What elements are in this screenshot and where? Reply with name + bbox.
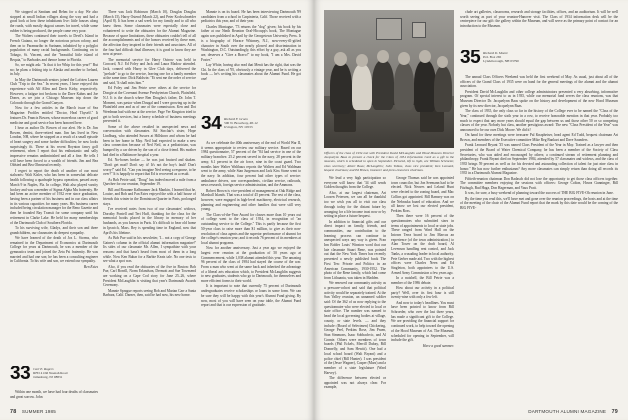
paragraph: As we celebrate the 40th anniversary of the end of World War II, it seems appropriate to review our military service. Based on our 1984 questionnaire, 57 percent of the "84 had service in one of the military branches: 25.2 percent served in the navy, 28 percent in the army, 6.1 percent in the air force, nine in the coast guard. Two months later Walter Walthaux reports the Walters and Ed Waldman went to the army, while Stan Jurgenson and Jack Kiss Stone went to the navy. In addition, four percent had other types of service: ambulance drivers, war correspondents, civilian service, railroads, news research, foreign service administration, and the Ammons. xyxy=(201,141,301,188)
paragraph: So, we might ask: "Is that it for Whip for this year?" But no; he plans a fishing trip to Alaska and another to Iceland, in July. xyxy=(10,62,98,77)
paragraph: There was Jack Robinson (March 10), Douglas Douglas (March 15), Harry Ostend (March 22), and Peter Kochschneider (April 8). It has been a sad week for my family and to all who knew them. Some classmates were especially close and volunteered to write the obituaries for the Alumni Magazine. Because of space limitations, these obituaries couldn't tell of all the accomplishments and of the honors received by these men, the affection they inspired in their friends and associates. All of the four had difficult final illnesses; it is good to know they are now at peace. xyxy=(103,10,196,57)
publication-date: SUMMER 1985 xyxy=(21,409,57,414)
photo-person xyxy=(330,62,352,114)
paragraph: I hear as author Dr. Bowen of our alert. He is Dr. Jim Bowen, dentist, three-retired man. Jim has lived in New London, NH, where he stopped as a result of a small episode of heart surgery and some further difficulties; he now looks surprisingly fit. These at his recent Boynton fancy golf retirement, when I report that his enthusiastic and sally impressive remains undiminished and all a fine. He tells I will have been forced to a wealth of friends. Jim and Bea Oldsted and Bea Olmstead recently. xyxy=(10,125,98,168)
paragraph: Also, at our largest chairman, Art Loosen Petersen, we can all be thankful too we wish you all to visit our class through today for the distant future by arranging for a life income trust now or by setting in place a future bequest. xyxy=(324,190,386,219)
photo-wall-frame xyxy=(376,18,402,40)
paragraph: On hand for these meetings were treasurer Pal Knapheiser, head agent Ed Todd, bequest chairman Art Brown, and members of the Executive committee Mike Reg Bankart and Dave Saunders. xyxy=(460,133,618,142)
paragraph: The Walters continued their travels to Devil's Island in French Guiana, no longer the notorious prison colony, and then on to Paramaribo in Surinam, inhabited by a polyglot population of many racial backgrounds. Continuing on to Tobago, St. Vincent, and the "beautiful little island of Bequia," to Barbados and thence home to Florida. xyxy=(10,34,98,62)
publication-name: DARTMOUTH ALUMNI MAGAZINE xyxy=(528,409,607,414)
paragraph: As Bob Pue said in his newsletter, 'I... not a copy of George Gaines's column in the official alumni information magazine?' Its sides of our classmate Mr. Allen, I sympathize with your reasons: and that hasn't heard from most of them in a long while. Now Ken Bubar for a Barbie Keats tale. No one tests to see what a spot was. xyxy=(103,235,196,264)
paragraph: Ed. No-bones broker — he was just bruised and shaken. "Don't get mad! Don't say it! It's not the boy's fault! Don't worry!" said Ed. "Can you imagine Ned seeing a response, to be over?" It is happily to report that Ed is recovered as a result. xyxy=(103,158,196,177)
secretary-address-2: Lyndeborough, NH 03790 xyxy=(483,59,519,64)
paragraph: In a nutshell, the Bill Petrie was a member of the 1986 debate. xyxy=(391,275,454,285)
secretary-address-2: Irvington, NY 10533 xyxy=(224,125,253,130)
paragraph: Within one month, we have had four deaths of classmates and great sorrow. John xyxy=(10,390,98,399)
left-column-2 xyxy=(103,10,196,406)
class-heading-34 xyxy=(201,116,301,138)
secretary-address-1: RFD 4 Old Neenah Road xyxy=(33,371,68,376)
paragraph: The annual Class Officers Weekend was held the first weekend of May. As usual, just about all of the officers of the Grand Class of 1935 were on hand for the general meetings of the alumni and the alumni association. xyxy=(460,75,618,89)
photo-wall-frame xyxy=(412,22,426,38)
photo-person xyxy=(434,66,452,112)
left-folio xyxy=(10,409,56,415)
paragraph: In May the Dartmouth seniors joined the Lofoten Lauren Club "Trip to the Sea." In recent years, I have enjoyed this experience with Alf Allen and Davis Kirby, respectively. However, a fatigue trot beckons to the Dave Kahns and Joe Dones, as we join a Chicago Museum trip down the Colorado through the Grand Canyon. xyxy=(10,77,98,106)
paragraph: We stopped at Santiam and Behm for a day. We also stopped at small Indian villages along the way and had a good look at how these inhabitants live: little houses along the roads, with mostly dugout canoes for travel, while some rubber is being produced, the people came very poor. xyxy=(10,10,98,33)
left-column-3 xyxy=(201,141,301,406)
left-column-3-top xyxy=(201,10,301,108)
secretary-block xyxy=(33,367,67,380)
photo-caption xyxy=(324,151,454,172)
paragraph: By the time you read this, we'll have met and gone over the reunion proceedings, the hosts and at the time of the meeting of the chair of the Alumni Fund report that the mark by this date would be the coming of the BIG FIVE- xyxy=(460,196,618,211)
left-col1-text xyxy=(10,10,98,269)
paragraph: In addition to financial gifts and our direct impact on family, friends, and communities, our contribution to the learning process can continue in unexpected ways any way is given. Fran Inn Bolder Louis' Winston word that our late classmate Stuart Rene, was pointed out that the New York Times has recently presented a newly published book The First Ten: Private and Politics in an American Community, 1930-1952. The photo of the Rene family, which had come from Lithuania, was taken in Madden. xyxy=(324,219,386,280)
paragraph: Bill and Rosanne Kalbrunner Jack Mankin, I learned that he, Louise, and Bob and Fan Estes enjoyed the with a half house of friends this winter in the Dominican Quarter in Paris, prolonged stays. xyxy=(103,187,196,206)
paragraph: Robert Brown is vice-president of management at Oak Ridge and Marshall Islands. That was a total of 45 percent. The rest of the class, however, were engaged in high-level machinery, electrical research, planning and engineering and other families that were still very young. xyxy=(201,188,301,212)
photo-head xyxy=(437,56,448,68)
paragraph: George Thomas said he was appointed town councilor, but Jon Seemann had to be elected. Nick Neaves and Leland Hunt were elected to the zoning board, and Mac Collins got appointed. Bill Ramsey was on the Nebraska board of education. And we all know we lost our elected president, Perkins Ross. xyxy=(391,176,454,213)
paragraph: To his surviving wife, Gladys, and their son and three grandchildren, our classmates do deepest sympathy. xyxy=(10,225,98,235)
paragraph: clude art galleries, classrooms, research and storage facilities, offices, and an auditorium. It will be well worth seeing as part of your reunion-Hanover visit. The Class of 1934 information desk will be the centrepiece for our gift: the gallery within the Museum, and will serve as the primary point of contact for an introduction to the Museum. xyxy=(460,10,618,29)
right-column-2 xyxy=(391,176,454,406)
paragraph: Some of the above resulted in unexpected news and conversation with classmates. Ed Sinclair's sister, Hope Lindburg, who attended Sussex at Hillsboro and whom he had been in her home in May. Neil had expected to make a new class connection because of Ned Neil, as a pediatrician, was bumped by a car driven by the son of a close friend. His mother had died in a Baltimore hospital a year. xyxy=(103,124,196,157)
class-heading-33 xyxy=(10,366,98,388)
class-number: 34 xyxy=(201,116,222,134)
paragraph: It was, for sure, a busy weekend of planning toward the success of THE BIG FIVE-Oh reunion in June. xyxy=(465,191,614,196)
photo-person xyxy=(372,60,394,110)
paragraph: Mannie Sprague reports seeing Bob and Marian Carr a Santa Barbara, Calif. Darner, then, said he had now, his new home. xyxy=(103,288,196,298)
paragraph: The Class-of-the-Year Award for classes more than 10 years out of college went to the class of 1934, in recognition of "an outstanding service to the College." This is partly because the first 50-year class to raise more than $1 million, to give as their non-resolution of class agents and the superior performance of alumni for the college's reunion year; and it records 76 percent of its members at local alumni programs. xyxy=(201,212,301,245)
right-folio xyxy=(528,409,618,415)
paragraph: How about our activity in a political party? Well, over its first hour is still twenty-nine with only a few left. xyxy=(391,285,454,300)
photo-head xyxy=(398,52,410,65)
secretary-address-1: P.O. Box 265 xyxy=(483,55,502,60)
photo-person xyxy=(394,62,414,110)
secretary-block xyxy=(483,51,519,64)
page-number: 78 xyxy=(10,409,17,415)
paragraph: Then there were 16 percent of the questionnaires who submitted sizes in terms of appointments to local or state jobs. These ranged from Ward Hall on the Intown Terra board to Jim Marcus an experience (of the town administration.) to Alan Tower on the draft board, Al Levenson handling rent control, and Jack Tanks, a crusading leader in local authority. Pete Gerber made aid. Two with the highest offices were Charles Neen and Ed Singleton, both appointees to the U.S. Armed Army Commission a few years ago. xyxy=(391,214,454,275)
signoff: Ben Estes xyxy=(83,264,98,269)
paragraph: The class of 1935, the only class so far in the history of the College ever to be named the "Class of the Year," continued through the sixth year in a row, to receive honorable mention in that year. Probably too much to expect that any more years should equal the gap between us and those other 50 or so competing classes of the year. Nobody but class, another prestigious award: The new "Class President of the Year" was announced to be our own Dick Moore. We did it! xyxy=(460,109,618,132)
photo-person xyxy=(414,60,436,112)
photo-head xyxy=(419,50,431,63)
paragraph: The difference between elected or appointed was not always clear. For example, xyxy=(324,375,386,390)
photo-head xyxy=(334,52,347,66)
right-page xyxy=(314,0,628,420)
paragraph: Ed Foley and Jim Petrie were others at the service for Doogie at the Covenant Avenue Presbyterian Church, Plainfield, N.J. It is the church where Ben Douglas's father, Dr. John T. Moment, was pastor when Dougal and I were growing up in the Plainfield area and as of one of the commission. Ken and Dot Weedman had with me at the service. Page Ver Kingston tried to get to both services, but a heavy schedule of business meetings prevented it. xyxy=(103,86,196,124)
paragraph: Mannie is on its board. He has been interviewing Dartmouth '89 candidates from a school in Carpinteria, Calif. Those received with a pediatrics this year, and of their year. xyxy=(201,10,301,24)
photo-head xyxy=(377,50,389,63)
class-number: 35 xyxy=(460,50,481,68)
paragraph: And now to today's headlines. You must have been pointed to know from Bill Schroeder, who over the last three years, has made a significant gift to the College. We are providing the financial support for continued work, to help toward the opening of the Hood Museum of Art. The Museum, scheduled for opening in September, will include the gift. xyxy=(391,300,454,343)
left-column-1 xyxy=(10,10,98,324)
paragraph: We lead a very high participation so everyone will know that '34 still sends Golden thoughts from the College. xyxy=(324,176,386,190)
paragraph: Now for another anniversary. Just a year ago we enjoyed the largest ever reunion at the graduation of 50 years ago at Commencement, while 1,038 alumni attended this year. The amazing 96 percent of the class of 1984 had stayed the course of the war. From a man who went at the same back and inherited the advantage of a liberal arts education which, to President McLaughlin suggests to new graduates, students who go to Dartmouth, for themselves and more efficient forms to their world. xyxy=(201,246,301,284)
paragraph: The memorial service for Harry Ostrow was held in Concord, N.J. Ed Foley and Jack and Laura Madow attended. Jack, conned with Harry in Glee Club days, delivered the "prelude" to go to the service, leaving one for a family member at the same time. Dick Baldwin: "Et sent me the order of service and said, 'It shall miss him.'" xyxy=(103,57,196,86)
signoff: Have a good summer. xyxy=(422,343,454,348)
secretary-name: Richard D. Moore xyxy=(483,51,508,55)
paragraph: Lay White, having also read that Menit has the right, that was the Chi. In the class of '95, obviously a vintage year, and he is writing a book — he's writing his classmates about the Alumni Fund. He got one! xyxy=(201,62,301,82)
paragraph: President David McLaughlin and other college administrators presented a very absorbing, informative program. Of special interest to us in 1935, while our memorial fund serves the class reunions, was that Museum Director Dr. Jacquelynn Baas spoke on the history and development of the new Hood Museum given by its new director, Jacquelynn Baas. xyxy=(460,89,618,108)
paragraph: Frank Leonard Bryant '35 was named Class President of the Year in May. Trained as a lawyer and then president of the Board of Water Chemical Company, he has been a member of the Society of Class Secretaries, who was aided and encouraged by others; a continued stream of retirement planning and philanthropy. Frank Bryant died on September 1984, attended by 57 classmates and widows, and the class of 1935 brings 59 percent as well as for his devoted and astounding collection of talent for just nine class in honor." He has now further enthusiasm? Any more classmates can simply return than doing all records its 1935 in a Dartmouth Alumni Magazine. xyxy=(460,143,618,176)
secretary-address-1: 500 N. Broadway, #P-12 xyxy=(224,121,258,126)
paragraph: Charles Montague, '73 returns the "dog" given; his book by his father at our Ninth Reunion Oral-Hiccupp's book, The Montague again was published in April by the Georgetown University Press. It is a biography of Horace Whinney, N.J., now-every-ill-gifted character in South over the nearly plowed and discrimination in Washington, D.C. Outstandingly, this effort by a guy, ask all as you are, deserves a "Give a Bravo!" to my book, "I am a Mrs. David Foster." xyxy=(201,24,301,62)
paragraph: As Bob Petrie said, "Doug" has indeed moved a mile from a Quechee for our reunion, September 19. xyxy=(103,177,196,187)
paragraph: It is important to note that currently 75 percent of Dartmouth undergraduates receive scholarships or loans in some form. We can be sure they will be happy with this year's Alumni Fund giving. By now, most of you will have seen on your table, the Alumni Fund report and that is our expression of gratitude. xyxy=(201,284,301,308)
page-number: 79 xyxy=(611,409,618,415)
right-column-1 xyxy=(324,176,386,406)
secretary-block xyxy=(224,117,258,130)
right-column-3 xyxy=(460,75,618,406)
right-column-3-top xyxy=(460,10,618,48)
paragraph: Now for a few articles in the March issue of Sea Magazine: Profiles entitled "Doctor, Heal Thyself." It features Dr. Francis Bowen, whose marvelous career of good medicine and good service has been honored here. xyxy=(10,106,98,125)
paragraph: We renewed our community activity as a pressure-cohort and said that political activity would be separately trained. At the Sun Valley reunion, an unnamed soldier said: Of the 362 of us now replying to the questionnaire who were elected to local or state office. The number was named to head the local governing bodies at village, county, or state levels. — and they include: (Board of Selectmen) Chickering, George Peel, Perkins Rose, Jim Pruen, Stan Simmons, Isaac Sobbachvic, and Al Connie. Others were members of town boards (Phil Eckels, Merrill Dubay, Bill Donnelly, and Sam Hewitt). One had a local school board (Walt Bryant) and a police chief (Bill Hunter). I was president of the (Jesse Wagner), Casper (Mars) and a member of a state legislature (Ward Harvey). xyxy=(324,281,386,375)
photo-person xyxy=(352,64,372,110)
caption-text: Officers of the class of 1934 met with President David McLaughlin and Hood Museum Director Jacquelynn Baas to present a check for the Class of 1934 Information Card as a gift to the museum, which is scheduled to open in September. Pictured, left to right, are William Schroeter, class secretary; Albert Baas; McLaughlin; John Tobias, class vice president; Ken Leonard, bequest chairman; and Ed Brown, treasurer and press-resources chairman. xyxy=(324,151,454,172)
paragraph: Fiftieth-reunion chairman Don Radasch did not lose the opportunity to get those class officers together. The committee members enjoying the sessions with officers: George Colton, Hosea Gunninger, Bill Fitzhugh, Bud Haga, Don Hagerman, and Vaux Pratt. xyxy=(460,176,618,191)
secretary-address-2: Jamesburg, NJ 08831 xyxy=(33,375,63,380)
left-column-1-bottom xyxy=(10,390,98,406)
paragraph: I've received notes from two of our classmates' widows, Dorothy Pontell and Teri Huff, thanking for the class for the memorial books placed in the library in memory of her husbands, as you known in Paris. It's difficult to bear old home in Ipswich, Mass. Rey is spending time in England, now that April's his lifetime. xyxy=(103,206,196,235)
paragraph: We have learned of the death of Jos L. Storms, who remained in the Department of Economics at Dartmouth College for years at Dartmouth, he was a member of the gymnastics team and joined the Zeta Psi fraternity. He was married and had one son; he has been a consulting engineer in California. To his wife and son, we extend our sympathy. xyxy=(10,235,98,264)
secretary-name: Richard F. Gruen xyxy=(224,117,248,121)
paragraph: Also, if you read the obituaries of the five in Boston: Bob Pue, Carl Borrill, Norm Erlandson, Dermott and Sue Townsend are working on a Cape Cod story for June 25–26, where President McLaughlin is visiting that year's Dartmouth Awards Ceremony. xyxy=(103,264,196,288)
secretary-name: Carl E. Rogers xyxy=(33,367,54,371)
class-officers-photo xyxy=(324,10,454,148)
paragraph: I regret to report the death of another of our most stalwarts: Walt Kisler, who has been in somewhat delicate health following a quadruple bypass operation, passed away March 9 in Naples, Fla. In college, Walt also played varsity hockey and was a member of Sigma Alpha Mu fraternity. He had been an active member of 1932 ever since graduation, having been a partner of his business and in our class affairs in its various capacities for many years. His business career included being circulation manager for the Reno Gazette and then he founded Bay Transit for some company until his retirement in Clarke Lake. He held for many memberships of the Dartmouth Club of Southern Florida. xyxy=(10,168,98,225)
class-number: 33 xyxy=(10,366,31,384)
class-heading-35 xyxy=(460,50,618,72)
photo-head xyxy=(356,54,368,67)
